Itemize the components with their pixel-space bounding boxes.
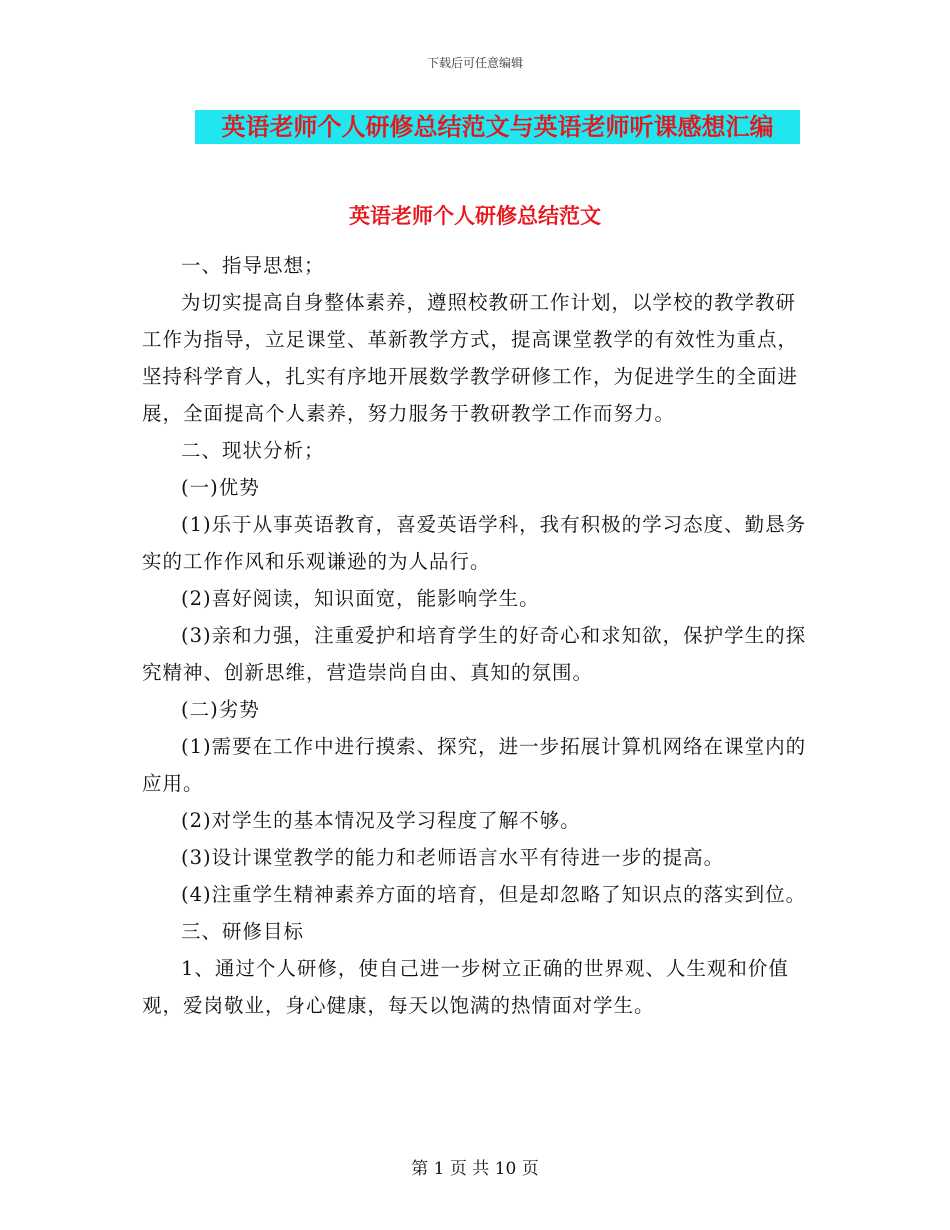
paragraph: (2)喜好阅读，知识面宽，能影响学生。 <box>181 587 540 610</box>
paragraph: 二、现状分析； <box>181 439 325 462</box>
paragraph: (3)设计课堂教学的能力和老师语言水平有待进一步的提高。 <box>181 846 725 869</box>
paragraph: (二)劣势 <box>181 698 260 721</box>
page-number-footer: 第 1 页 共 10 页 <box>411 1159 539 1179</box>
paragraph: 三、研修目标 <box>181 920 305 943</box>
section-title: 英语老师个人研修总结范文 <box>349 203 601 228</box>
document-title: 英语老师个人研修总结范文与英语老师听课感想汇编 <box>195 110 800 144</box>
paragraph: (1)需要在工作中进行摸索、探究，进一步拓展计算机网络在课堂内的应用。 <box>142 735 807 795</box>
paragraph: (一)优势 <box>181 476 260 499</box>
paragraph: (1)乐于从事英语教育，喜爱英语学科，我有积极的学习态度、勤恳务实的工作作风和乐观谦逊的为人品行。 <box>142 513 807 573</box>
page-header-note: 下载后可任意编辑 <box>426 56 523 70</box>
paragraph: 为切实提高自身整体素养，遵照校教研工作计划，以学校的教学教研工作为指导，立足课堂、革新教学方式，提高课堂教学的有效性为重点，坚持科学育人，扎实有序地开展数学教学研修工作，为促进学生的全面进展，全面提高个人素养，努力服务于教研教学工作而努力。 <box>142 291 799 425</box>
paragraph: (2)对学生的基本情况及学习程度了解不够。 <box>181 809 581 832</box>
paragraph: (4)注重学生精神素养方面的培育，但是却忽略了知识点的落实到位。 <box>181 883 807 906</box>
paragraph: 一、指导思想； <box>181 254 325 277</box>
document-body <box>142 247 810 1024</box>
paragraph: (3)亲和力强，注重爱护和培育学生的好奇心和求知欲，保护学生的探究精神、创新思维，营造崇尚自由、真知的氛围。 <box>142 624 807 684</box>
paragraph: 1、通过个人研修，使自己进一步树立正确的世界观、人生观和价值观，爱岗敬业，身心健康，每天以饱满的热情面对学生。 <box>142 957 789 1017</box>
